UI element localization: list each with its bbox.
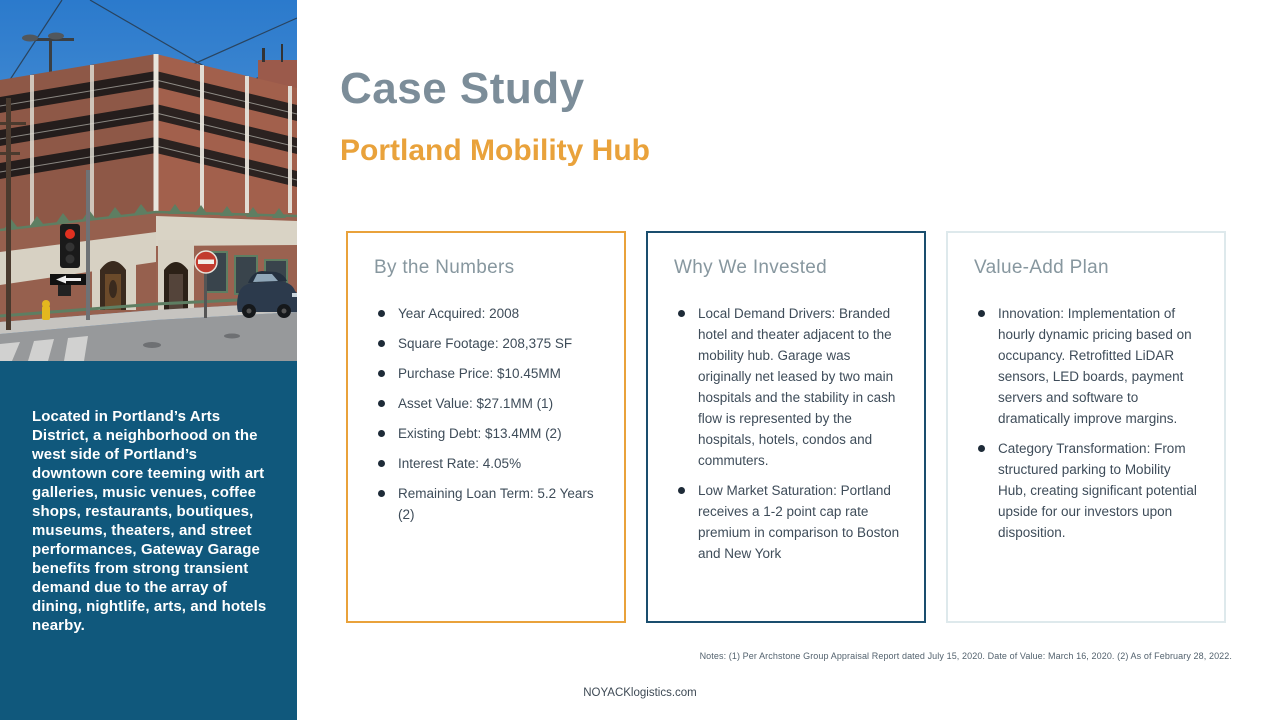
card-value-add-plan: [946, 231, 1226, 623]
list-item: Interest Rate: 4.05%: [374, 453, 600, 474]
card-title: Why We Invested: [674, 257, 828, 278]
location-description: Located in Portland’s Arts District, a neighborhood on the west side of Portland’s downtown core teeming with art galleries, music venues, coffee shops, restaurants, boutiques, museums, theaters, and street performances, Gateway Garage benefits from strong transient demand due to the array of dining, nightlife, arts, and hotels nearby.: [32, 408, 267, 634]
list-item: Existing Debt: $13.4MM (2): [374, 423, 600, 444]
list-item: Year Acquired: 2008: [374, 303, 600, 324]
bullet-list: [374, 303, 600, 525]
bullet-list: [674, 303, 900, 564]
list-item: Innovation: Implementation of hourly dynamic pricing based on occupancy. Retrofitted LiDAR sensors, LED boards, payment servers and software to dramatically improve margins.: [974, 303, 1200, 429]
list-item: Low Market Saturation: Portland receives a 1-2 point cap rate premium in comparison to Boston and New York: [674, 480, 900, 564]
card-title: By the Numbers: [374, 257, 515, 278]
card-why-we-invested: [646, 231, 926, 623]
card-title: Value-Add Plan: [974, 257, 1109, 278]
location-panel: [0, 361, 297, 720]
list-item: Local Demand Drivers: Branded hotel and theater adjacent to the mobility hub. Garage was originally net leased by two main hospitals and the stability in cash flow is represented by the hospitals, hotels, condos and commuters.: [674, 303, 900, 471]
list-item: Remaining Loan Term: 5.2 Years (2): [374, 483, 600, 525]
card-by-the-numbers: [346, 231, 626, 623]
list-item: Asset Value: $27.1MM (1): [374, 393, 600, 414]
page-title: Case Study: [340, 64, 585, 113]
bullet-list: [974, 303, 1200, 543]
footnotes: Notes: (1) Per Archstone Group Appraisal Report dated July 15, 2020. Date of Value: March 16, 2020. (2) As of February 28, 2022.: [699, 651, 1232, 661]
parking-garage-illustration: [0, 0, 297, 361]
list-item: Purchase Price: $10.45MM: [374, 363, 600, 384]
website-text: NOYACKlogistics.com: [583, 687, 697, 699]
page-subtitle: Portland Mobility Hub: [340, 134, 650, 167]
left-column: [0, 0, 297, 720]
list-item: Category Transformation: From structured parking to Mobility Hub, creating significant potential upside for our investors upon disposition.: [974, 438, 1200, 543]
one-way-sign: [50, 274, 86, 285]
building-photo: [0, 0, 297, 361]
fire-hydrant: [42, 300, 50, 320]
list-item: Square Footage: 208,375 SF: [374, 333, 600, 354]
cards-row: [346, 231, 1226, 623]
garage-building: [0, 54, 297, 230]
